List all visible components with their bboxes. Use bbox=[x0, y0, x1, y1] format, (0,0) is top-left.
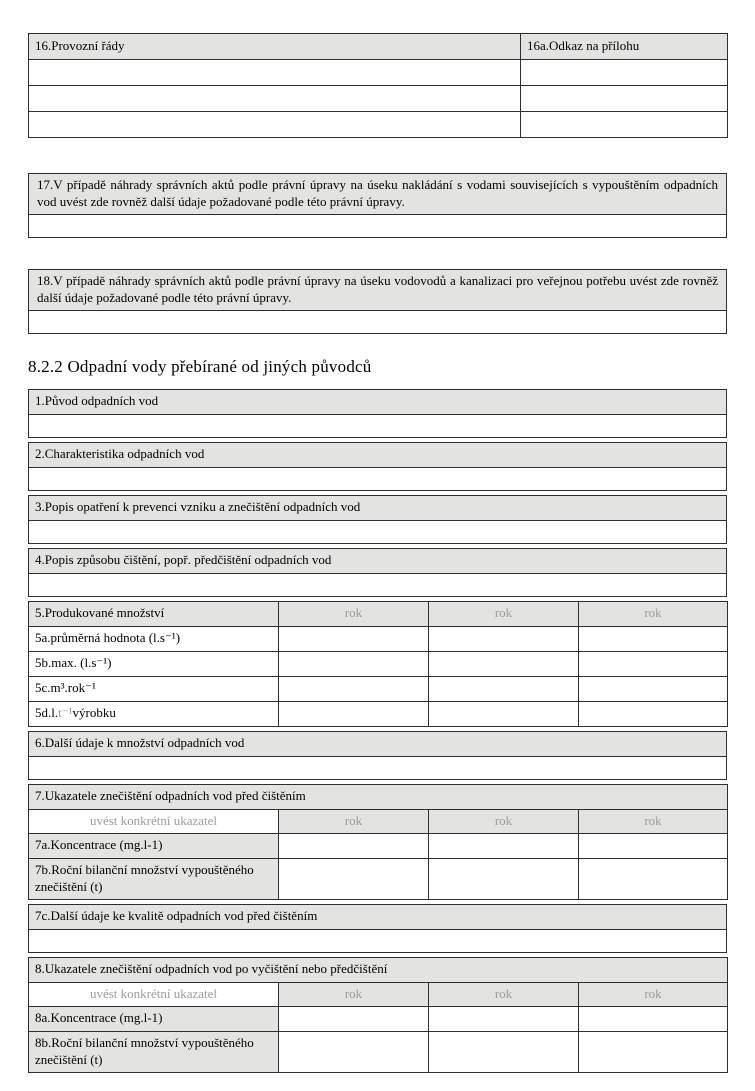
indicator-placeholder-cell[interactable]: uvést konkrétní ukazatel bbox=[29, 982, 279, 1006]
table-q6-other-quantity bbox=[28, 731, 727, 780]
blank-cell[interactable] bbox=[579, 858, 728, 899]
blank-cell[interactable] bbox=[521, 86, 728, 112]
table-row bbox=[29, 495, 727, 520]
table-q4-treatment bbox=[28, 548, 727, 597]
table-q3-prevention bbox=[28, 495, 727, 544]
field-label-7b: 7b.Roční bilanční množství vypouštěného znečištění (t) bbox=[29, 858, 279, 899]
table-q1-origin bbox=[28, 389, 727, 438]
blank-cell[interactable] bbox=[29, 467, 727, 490]
table-q7c-other-quality bbox=[28, 904, 727, 953]
year-header-cell[interactable]: rok bbox=[429, 982, 579, 1006]
blank-cell[interactable] bbox=[429, 676, 579, 701]
table-row bbox=[29, 310, 727, 333]
table-row bbox=[29, 957, 728, 982]
year-header-cell[interactable]: rok bbox=[429, 601, 579, 626]
table-row bbox=[29, 60, 728, 86]
table-row bbox=[29, 982, 728, 1006]
blank-cell[interactable] bbox=[579, 833, 728, 858]
field-label-17: 17.V případě náhrady správních aktů podle právní úpravy na úseku nakládání s vodami souvisejících s vypouštěním odpadních vod uvést zde rovněž další údaje požadované podle této právní úpravy. bbox=[29, 174, 727, 215]
table-row bbox=[29, 809, 728, 833]
year-header-cell[interactable]: rok bbox=[279, 809, 429, 833]
section-heading: 8.2.2 Odpadní vody přebírané od jiných původců bbox=[28, 356, 372, 376]
table-row bbox=[29, 784, 728, 809]
blank-cell[interactable] bbox=[279, 676, 429, 701]
table-q5-quantity bbox=[28, 601, 728, 727]
table-row bbox=[29, 573, 727, 596]
blank-cell[interactable] bbox=[279, 858, 429, 899]
field-label-7c: 7c.Další údaje ke kvalitě odpadních vod před čištěním bbox=[29, 904, 727, 929]
field-label-5d-prefix: 5d.l. bbox=[35, 705, 59, 721]
field-label-18: 18.V případě náhrady správních aktů podle právní úpravy na úseku vodovodů a kanalizaci pro veřejnou potřebu uvést zde rovněž další údaje požadované podle této právní úpravy. bbox=[29, 269, 727, 310]
blank-cell[interactable] bbox=[29, 573, 727, 596]
field-label-7a: 7a.Koncentrace (mg.l-1) bbox=[29, 833, 279, 858]
blank-cell[interactable] bbox=[29, 310, 727, 333]
field-label-5b: 5b.max. (l.s⁻¹) bbox=[29, 651, 279, 676]
table-row bbox=[29, 86, 728, 112]
table-row bbox=[29, 214, 727, 237]
field-label-16a: 16a.Odkaz na přílohu bbox=[521, 34, 728, 60]
year-header-cell[interactable]: rok bbox=[279, 982, 429, 1006]
field-label-3: 3.Popis opatření k prevenci vzniku a znečištění odpadních vod bbox=[29, 495, 727, 520]
blank-cell[interactable] bbox=[279, 626, 429, 651]
table-note-18 bbox=[28, 269, 727, 334]
field-label-6: 6.Další údaje k množství odpadních vod bbox=[29, 731, 727, 756]
blank-cell[interactable] bbox=[579, 1031, 728, 1072]
table-q2-characteristics bbox=[28, 442, 727, 491]
field-label-8a: 8a.Koncentrace (mg.l-1) bbox=[29, 1006, 279, 1031]
table-q7-indicators-before bbox=[28, 784, 728, 900]
year-header-cell[interactable]: rok bbox=[279, 601, 429, 626]
blank-cell[interactable] bbox=[29, 929, 727, 952]
blank-cell[interactable] bbox=[279, 651, 429, 676]
field-label-7: 7.Ukazatele znečištění odpadních vod před čištěním bbox=[29, 784, 728, 809]
blank-cell[interactable] bbox=[521, 60, 728, 86]
blank-cell[interactable] bbox=[29, 414, 727, 437]
table-note-17 bbox=[28, 173, 727, 238]
blank-cell[interactable] bbox=[429, 651, 579, 676]
table-row bbox=[29, 548, 727, 573]
year-header-cell[interactable]: rok bbox=[579, 809, 728, 833]
table-row bbox=[29, 626, 728, 651]
blank-cell[interactable] bbox=[579, 626, 728, 651]
table-row bbox=[29, 731, 727, 756]
blank-cell[interactable] bbox=[29, 60, 521, 86]
table-row bbox=[29, 1031, 728, 1072]
blank-cell[interactable] bbox=[579, 651, 728, 676]
field-label-4: 4.Popis způsobu čištění, popř. předčištění odpadních vod bbox=[29, 548, 727, 573]
table-row bbox=[29, 601, 728, 626]
table-row bbox=[29, 929, 727, 952]
table-row bbox=[29, 756, 727, 779]
field-label-16: 16.Provozní řády bbox=[29, 34, 521, 60]
table-row bbox=[29, 389, 727, 414]
blank-cell[interactable] bbox=[279, 701, 429, 726]
blank-cell[interactable] bbox=[279, 1006, 429, 1031]
blank-cell[interactable] bbox=[29, 214, 727, 237]
table-row bbox=[29, 467, 727, 490]
year-header-cell[interactable]: rok bbox=[579, 982, 728, 1006]
table-operating-rules bbox=[28, 33, 728, 138]
field-label-5: 5.Produkované množství bbox=[29, 601, 279, 626]
blank-cell[interactable] bbox=[521, 112, 728, 138]
blank-cell[interactable] bbox=[579, 1006, 728, 1031]
field-label-5d-unit: t⁻¹ bbox=[58, 705, 73, 721]
table-row bbox=[29, 833, 728, 858]
table-row bbox=[29, 269, 727, 310]
year-header-cell[interactable]: rok bbox=[429, 809, 579, 833]
blank-cell[interactable] bbox=[29, 756, 727, 779]
table-row bbox=[29, 34, 728, 60]
table-row bbox=[29, 174, 727, 215]
blank-cell[interactable] bbox=[29, 520, 727, 543]
table-row bbox=[29, 904, 727, 929]
field-label-5d bbox=[29, 701, 279, 726]
blank-cell[interactable] bbox=[579, 701, 728, 726]
blank-cell[interactable] bbox=[429, 1006, 579, 1031]
table-row bbox=[29, 520, 727, 543]
table-row bbox=[29, 414, 727, 437]
table-row bbox=[29, 1006, 728, 1031]
blank-cell[interactable] bbox=[429, 701, 579, 726]
blank-cell[interactable] bbox=[29, 112, 521, 138]
blank-cell[interactable] bbox=[279, 833, 429, 858]
table-row bbox=[29, 442, 727, 467]
table-q8-indicators-after bbox=[28, 957, 728, 1073]
field-label-5a: 5a.průměrná hodnota (l.s⁻¹) bbox=[29, 626, 279, 651]
table-row bbox=[29, 858, 728, 899]
field-label-2: 2.Charakteristika odpadních vod bbox=[29, 442, 727, 467]
field-label-8: 8.Ukazatele znečištění odpadních vod po vyčištění nebo předčištění bbox=[29, 957, 728, 982]
table-row bbox=[29, 676, 728, 701]
blank-cell[interactable] bbox=[579, 676, 728, 701]
table-row bbox=[29, 112, 728, 138]
table-row bbox=[29, 651, 728, 676]
blank-cell[interactable] bbox=[429, 858, 579, 899]
blank-cell[interactable] bbox=[29, 86, 521, 112]
table-row bbox=[29, 701, 728, 726]
year-header-cell[interactable]: rok bbox=[579, 601, 728, 626]
field-label-5d-suffix: výrobku bbox=[72, 705, 116, 721]
blank-cell[interactable] bbox=[429, 833, 579, 858]
indicator-placeholder-cell[interactable]: uvést konkrétní ukazatel bbox=[29, 809, 279, 833]
blank-cell[interactable] bbox=[429, 1031, 579, 1072]
field-label-1: 1.Původ odpadních vod bbox=[29, 389, 727, 414]
field-label-8b: 8b.Roční bilanční množství vypouštěného znečištění (t) bbox=[29, 1031, 279, 1072]
blank-cell[interactable] bbox=[429, 626, 579, 651]
field-label-5c: 5c.m³.rok⁻¹ bbox=[29, 676, 279, 701]
blank-cell[interactable] bbox=[279, 1031, 429, 1072]
